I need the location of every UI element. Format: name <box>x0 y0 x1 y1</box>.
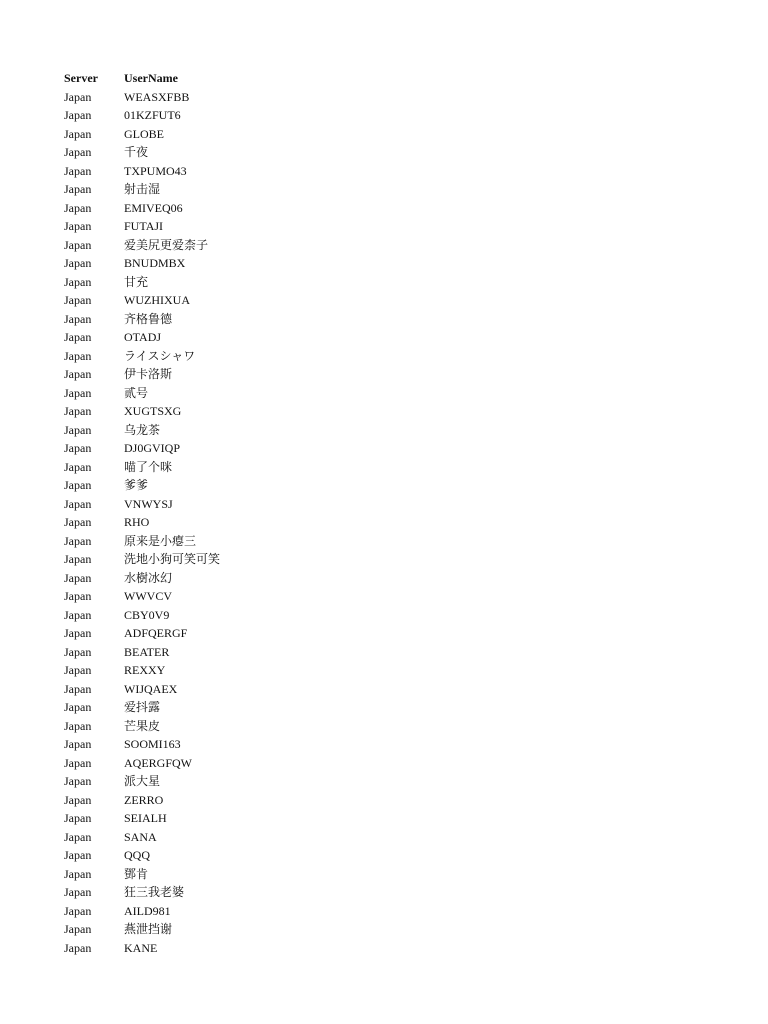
cell-username: 千夜 <box>124 145 149 159</box>
cell-server: Japan <box>64 108 92 122</box>
cell-server: Japan <box>64 478 92 492</box>
cell-server: Japan <box>64 589 92 603</box>
table-row <box>64 291 324 310</box>
cell-username: GLOBE <box>124 126 164 141</box>
cell-server: Japan <box>64 256 92 270</box>
table-row <box>64 384 324 403</box>
cell-server: Japan <box>64 533 92 548</box>
cell-username: 喵了个咪 <box>124 459 173 474</box>
cell-server: Japan <box>64 792 92 807</box>
table-row <box>64 125 324 144</box>
cell-username: WUZHIXUA <box>124 293 190 307</box>
cell-server: Japan <box>64 459 92 474</box>
cell-server: Japan <box>64 404 92 418</box>
cell-username: 乌龙茶 <box>124 422 161 437</box>
cell-username: CBY0V9 <box>124 607 170 622</box>
cell-username: ライスシャワ <box>124 348 196 363</box>
table-row <box>64 328 324 347</box>
table-row <box>64 199 324 218</box>
table-row <box>64 143 324 162</box>
cell-server: Japan <box>64 700 92 714</box>
cell-server: Japan <box>64 885 92 899</box>
cell-username: WIJQAEX <box>124 681 178 696</box>
cell-username: SANA <box>124 829 157 844</box>
cell-username: EMIVEQ06 <box>124 200 183 215</box>
table-row <box>64 624 324 643</box>
cell-username: XUGTSXG <box>124 404 182 418</box>
cell-username: ADFQERGF <box>124 626 188 640</box>
cell-server: Japan <box>64 441 92 455</box>
cell-server: Japan <box>64 496 92 511</box>
cell-server: Japan <box>64 811 92 825</box>
table-row <box>64 828 324 847</box>
table-row <box>64 569 324 588</box>
cell-username: 01KZFUT6 <box>124 108 181 122</box>
table-row <box>64 883 324 902</box>
cell-server: Japan <box>64 385 92 400</box>
cell-username: 甘充 <box>124 274 149 289</box>
cell-username: TXPUMO43 <box>124 163 187 178</box>
table-row <box>64 458 324 477</box>
cell-username: REXXY <box>124 663 166 677</box>
table-row <box>64 88 324 107</box>
table-row <box>64 846 324 865</box>
cell-server: Japan <box>64 570 92 585</box>
cell-username: 原来是小瘪三 <box>124 533 197 548</box>
document-page <box>64 69 324 957</box>
cell-server: Japan <box>64 737 92 751</box>
cell-username: AILD981 <box>124 903 171 918</box>
table-row <box>64 606 324 625</box>
cell-username: 鄧肯 <box>124 866 149 881</box>
table-row <box>64 754 324 773</box>
cell-server: Japan <box>64 182 92 196</box>
cell-username: 狂三我老婆 <box>124 885 185 899</box>
table-row <box>64 587 324 606</box>
cell-username: 燕泄挡谢 <box>124 922 173 936</box>
header-server: Server <box>64 71 98 85</box>
cell-server: Japan <box>64 237 92 252</box>
cell-username: 芒果皮 <box>124 718 161 733</box>
cell-server: Japan <box>64 755 92 770</box>
table-row <box>64 254 324 273</box>
cell-username: SOOMI163 <box>124 737 181 751</box>
cell-server: Japan <box>64 515 92 529</box>
table-row <box>64 791 324 810</box>
cell-username: BNUDMBX <box>124 256 186 270</box>
cell-server: Japan <box>64 644 92 659</box>
cell-server: Japan <box>64 200 92 215</box>
cell-server: Japan <box>64 663 92 677</box>
cell-server: Japan <box>64 126 92 141</box>
cell-username: WEASXFBB <box>124 89 190 104</box>
table-row <box>64 532 324 551</box>
cell-username: 爹爹 <box>124 478 149 492</box>
table-row <box>64 106 324 125</box>
cell-username: 射击湿 <box>124 182 161 196</box>
cell-username: FUTAJI <box>124 219 164 233</box>
cell-username: VNWYSJ <box>124 496 173 511</box>
table-header-row <box>64 69 324 88</box>
cell-server: Japan <box>64 367 92 381</box>
cell-username: KANE <box>124 940 158 955</box>
table-row <box>64 162 324 181</box>
cell-username: 爱抖露 <box>124 700 161 714</box>
cell-server: Japan <box>64 311 92 326</box>
cell-username: 贰号 <box>124 385 149 400</box>
cell-server: Japan <box>64 903 92 918</box>
table-row <box>64 643 324 662</box>
cell-username: RHO <box>124 515 150 529</box>
cell-server: Japan <box>64 922 92 936</box>
table-row <box>64 273 324 292</box>
table-row <box>64 476 324 495</box>
header-username: UserName <box>124 71 178 85</box>
cell-username: 爱美尻更爱柰子 <box>124 237 209 252</box>
table-row <box>64 661 324 680</box>
cell-username: 伊卡洛斯 <box>124 367 173 381</box>
table-row <box>64 809 324 828</box>
cell-server: Japan <box>64 330 92 344</box>
table-row <box>64 772 324 791</box>
cell-server: Japan <box>64 422 92 437</box>
cell-server: Japan <box>64 626 92 640</box>
cell-username: 洗地小狗可笑可笑 <box>124 552 221 566</box>
table-row <box>64 439 324 458</box>
table-row <box>64 902 324 921</box>
cell-server: Japan <box>64 718 92 733</box>
cell-server: Japan <box>64 866 92 881</box>
cell-username: 水樹冰幻 <box>124 570 173 585</box>
user-table <box>64 69 324 957</box>
cell-username: QQQ <box>124 848 150 862</box>
table-row <box>64 347 324 366</box>
table-row <box>64 421 324 440</box>
table-row <box>64 680 324 699</box>
table-row <box>64 310 324 329</box>
cell-username: AQERGFQW <box>124 755 192 770</box>
table-row <box>64 735 324 754</box>
table-row <box>64 513 324 532</box>
cell-server: Japan <box>64 774 92 788</box>
cell-server: Japan <box>64 145 92 159</box>
table-row <box>64 920 324 939</box>
cell-server: Japan <box>64 607 92 622</box>
table-row <box>64 717 324 736</box>
cell-server: Japan <box>64 829 92 844</box>
table-row <box>64 865 324 884</box>
cell-username: 派大星 <box>124 774 161 788</box>
cell-username: SEIALH <box>124 811 167 825</box>
table-row <box>64 550 324 569</box>
table-body <box>64 88 324 958</box>
table-row <box>64 495 324 514</box>
cell-username: BEATER <box>124 644 170 659</box>
cell-server: Japan <box>64 293 92 307</box>
table-row <box>64 698 324 717</box>
table-row <box>64 402 324 421</box>
cell-server: Japan <box>64 163 92 178</box>
cell-username: OTADJ <box>124 330 162 344</box>
cell-server: Japan <box>64 681 92 696</box>
cell-username: 齐格鲁德 <box>124 311 173 326</box>
cell-username: DJ0GVIQP <box>124 441 181 455</box>
table-row <box>64 236 324 255</box>
cell-server: Japan <box>64 848 92 862</box>
table-row <box>64 365 324 384</box>
cell-server: Japan <box>64 940 92 955</box>
cell-username: ZERRO <box>124 792 164 807</box>
table-row <box>64 217 324 236</box>
table-row <box>64 939 324 958</box>
cell-server: Japan <box>64 552 92 566</box>
cell-username: WWVCV <box>124 589 172 603</box>
table-row <box>64 180 324 199</box>
cell-server: Japan <box>64 348 92 363</box>
cell-server: Japan <box>64 219 92 233</box>
cell-server: Japan <box>64 274 92 289</box>
cell-server: Japan <box>64 89 92 104</box>
